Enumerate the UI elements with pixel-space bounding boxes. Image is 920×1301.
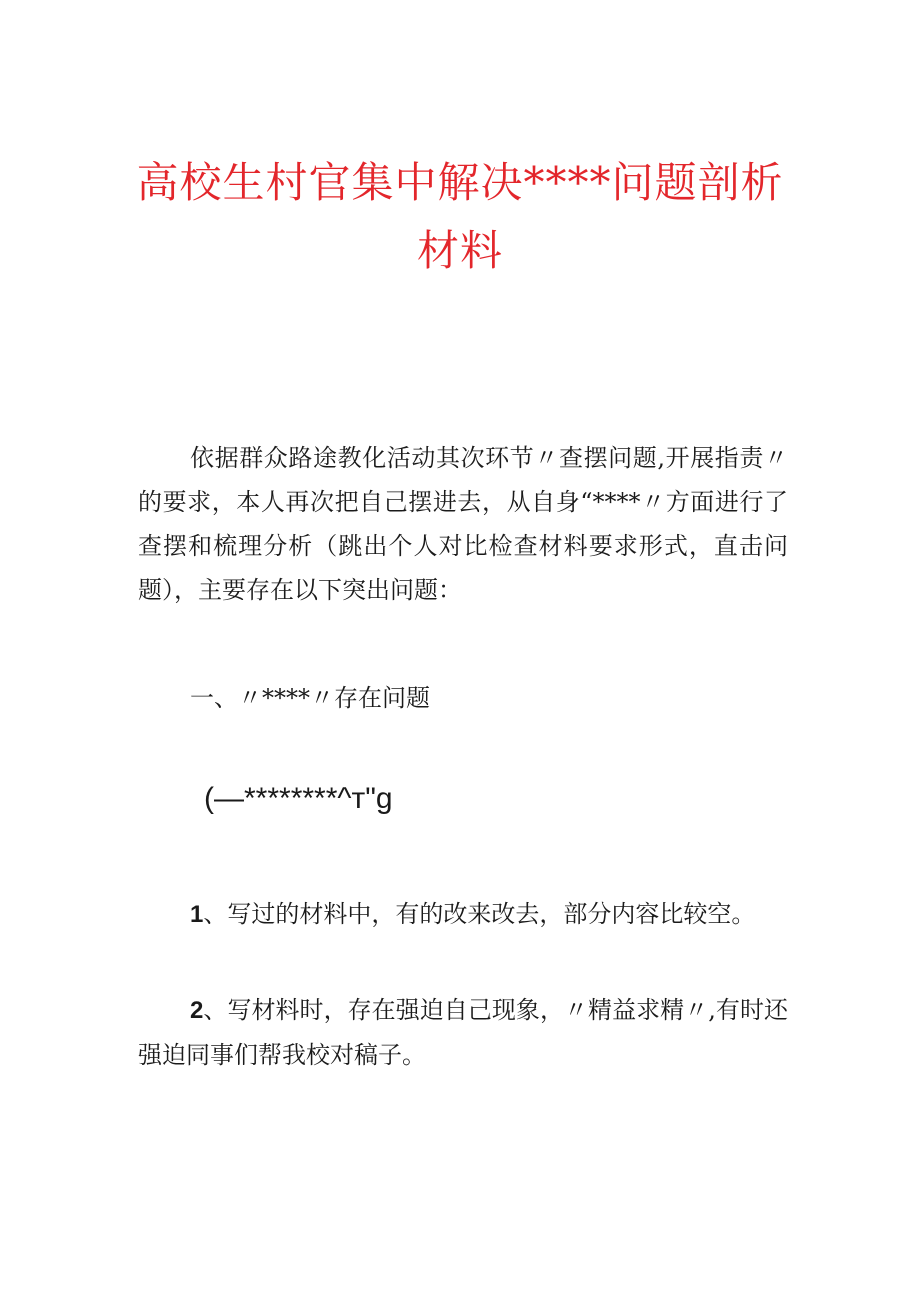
- list-item: [138, 988, 788, 1077]
- item-text: 、写过的材料中，有的改来改去，部分内容比较空。: [203, 900, 756, 928]
- item-text: 、写材料时，存在强迫自己现象，〃精益求精〃,有时还强迫同事们帮我校对稿子。: [138, 996, 788, 1069]
- document-title-line1: 高校生村官集中解决****问题剖析: [136, 158, 784, 207]
- section-heading: 一、〃****〃存在问题: [190, 684, 430, 712]
- item-number: 2: [190, 997, 204, 1024]
- intro-paragraph: 依据群众路途教化活动其次环节〃查摆问题,开展指责〃的要求，本人再次把自己摆进去，从自身“****〃方面进行了查摆和梳理分析（跳出个人对比检查材料要求形式，直击问题），主要存在以下突出问题：: [138, 444, 788, 604]
- item-number: 1: [190, 901, 204, 928]
- list-item: [138, 892, 788, 937]
- subsection-heading: (—********^т"g: [204, 782, 393, 815]
- document-title-line2: 材料: [416, 226, 503, 275]
